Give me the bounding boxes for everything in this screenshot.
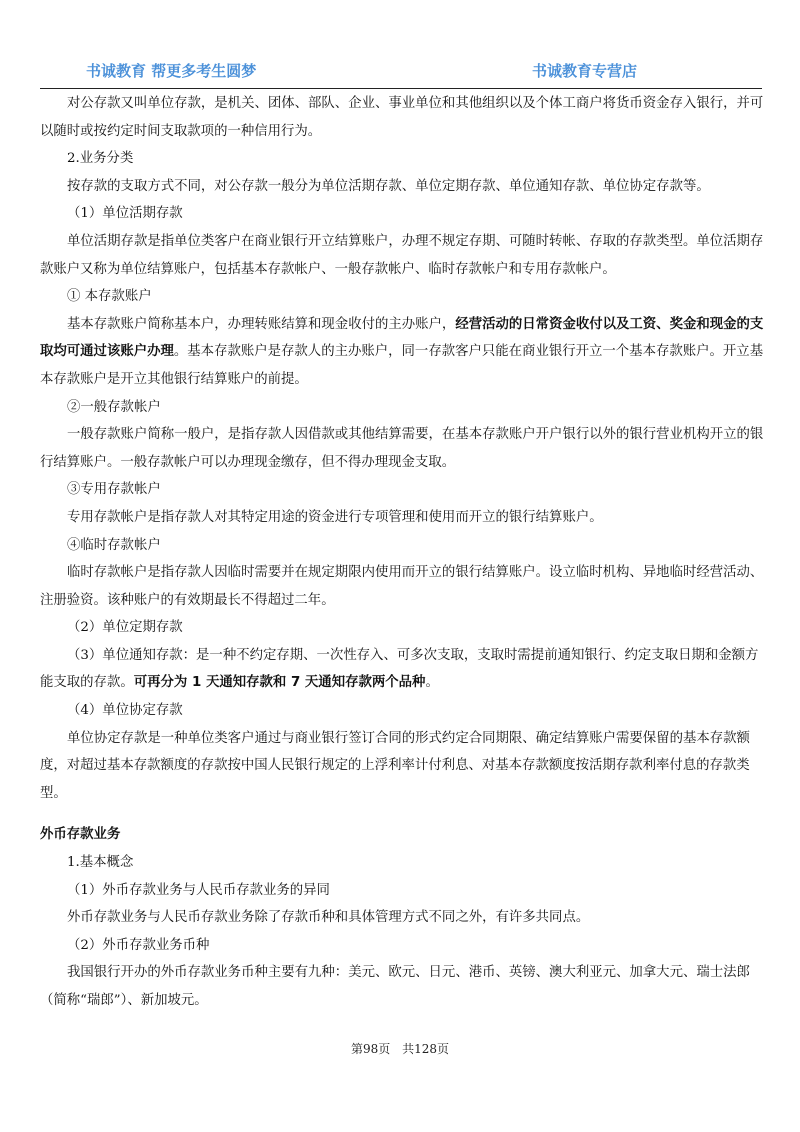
header-store-name: 书诚教育专营店 bbox=[532, 62, 638, 80]
paragraph: 临时存款帐户是指存款人因临时需要并在规定期限内使用而开立的银行结算账户。设立临时机构、异地临时经营活动、注册验资。该种账户的有效期最长不得超过二年。 bbox=[40, 565, 764, 608]
paragraph bbox=[40, 642, 766, 697]
page-number: 第98页 bbox=[350, 1042, 391, 1056]
paragraph: 单位协定存款是一种单位类客户通过与商业银行签订合同的形式约定合同期限、确定结算账户需要保留的基本存款额度，对超过基本存款额度的存款按中国人民银行规定的上浮利率计付利息、对基本存款额度按活期存款利率付息的存款类型。 bbox=[40, 730, 750, 801]
paragraph: 对公存款又叫单位存款，是机关、团体、部队、企业、事业单位和其他组织以及个体工商户将货币资金存入银行，并可以随时或按约定时间支取款项的一种信用行为。 bbox=[40, 96, 764, 139]
text-run: 。 bbox=[425, 675, 439, 691]
header-divider bbox=[40, 88, 762, 89]
subheading: ③专用存款帐户 bbox=[67, 482, 161, 498]
section-heading: 外币存款业务 bbox=[40, 827, 121, 843]
paragraph bbox=[40, 311, 766, 394]
page-footer bbox=[0, 1040, 800, 1057]
bold-text: 经营活动的日常资金收付以及工资、奖金和现金的支取均可通过该账户办理 bbox=[40, 316, 764, 360]
subheading: ① 本存款账户 bbox=[67, 289, 152, 305]
subheading: （2）外币存款业务币种 bbox=[67, 937, 210, 953]
paragraph: 单位活期存款是指单位类客户在商业银行开立结算账户，办理不规定存期、可随时转帐、存取的存款类型。单位活期存款账户又称为单位结算账户，包括基本存款帐户、一般存款帐户、临时存款帐户和专用存款帐户。 bbox=[40, 233, 764, 277]
subheading: （1）单位活期存款 bbox=[67, 206, 183, 222]
subheading: ②一般存款帐户 bbox=[67, 399, 161, 415]
text-run: （3）单位通知存款：是一种不约定存期、一次性存入、可多次支取，支取时需提前通知银行、约定支取日期和金额方能支取的存款。 bbox=[40, 647, 759, 691]
subheading: ④临时存款帐户 bbox=[67, 537, 161, 553]
paragraph: 2.业务分类 bbox=[67, 151, 134, 167]
subheading: 1.基本概念 bbox=[67, 855, 134, 871]
paragraph: 专用存款帐户是指存款人对其特定用途的资金进行专项管理和使用而开立的银行结算账户。 bbox=[67, 509, 603, 525]
subheading: （1）外币存款业务与人民币存款业务的异同 bbox=[67, 882, 330, 898]
subheading: （4）单位协定存款 bbox=[67, 703, 183, 719]
subheading: （2）单位定期存款 bbox=[67, 620, 183, 636]
text-run: 基本存款账户简称基本户，办理转账结算和现金收付的主办账户， bbox=[67, 316, 456, 332]
paragraph: 一般存款账户简称一般户，是指存款人因借款或其他结算需要，在基本存款账户开户银行以外的银行营业机构开立的银行结算账户。一般存款帐户可以办理现金缴存，但不得办理现金支取。 bbox=[40, 427, 764, 470]
text-run: 。基本存款账户是存款人的主办账户，同一存款客户只能在商业银行开立一个基本存款账户。开立基本存款账户是开立其他银行结算账户的前提。 bbox=[40, 344, 764, 387]
page-total: 共128页 bbox=[402, 1042, 449, 1056]
document-body bbox=[40, 90, 766, 1015]
header-slogan: 书诚教育 帮更多考生圆梦 bbox=[86, 62, 257, 80]
paragraph: 我国银行开办的外币存款业务币种主要有九种：美元、欧元、日元、港币、英镑、澳大利亚元、加拿大元、瑞士法郎（简称“瑞郎”）、新加坡元。 bbox=[40, 965, 750, 1008]
bold-text: 可再分为 1 天通知存款和 7 天通知存款两个品种 bbox=[133, 675, 426, 691]
paragraph: 按存款的支取方式不同，对公存款一般分为单位活期存款、单位定期存款、单位通知存款、单位协定存款等。 bbox=[67, 178, 710, 194]
paragraph: 外币存款业务与人民币存款业务除了存款币种和具体管理方式不同之外，有许多共同点。 bbox=[67, 910, 590, 926]
page-header bbox=[0, 54, 800, 86]
